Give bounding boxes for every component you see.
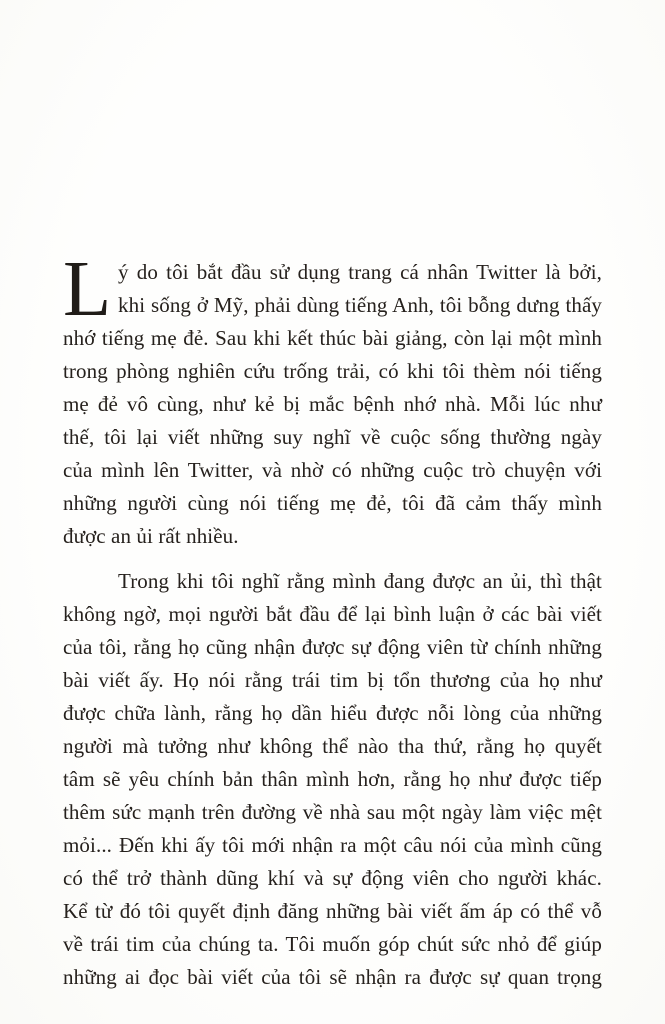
text-line: người mà tưởng như không thể nào tha thứ, rằng họ quyết [63,734,602,758]
text-line: trong phòng nghiên cứu trống trải, có khi tôi thèm nói tiếng [63,359,602,383]
text-line: của tôi, rằng họ cũng nhận được sự động viên từ chính những [63,635,602,659]
text-line: mỏi... Đến khi ấy tôi mới nhận ra một câu nói của mình cũng [63,833,602,857]
text-line: về trái tim của chúng ta. Tôi muốn góp chút sức nhỏ để giúp [63,932,602,956]
text-line: ý do tôi bắt đầu sử dụng trang cá nhân Twitter là bởi, [118,260,602,284]
text-line: không ngờ, mọi người bắt đầu để lại bình luận ở các bài viết [63,602,602,626]
text-line: có thể trở thành dũng khí và sự động viên cho người khác. [63,866,602,890]
text-line: mẹ đẻ vô cùng, như kẻ bị mắc bệnh nhớ nhà. Mỗi lúc như [63,392,602,416]
text-line: những ai đọc bài viết của tôi sẽ nhận ra được sự quan trọng [63,965,602,989]
text-line: được chữa lành, rằng họ dần hiểu được nỗi lòng của những [63,701,602,725]
text-line: bài viết ấy. Họ nói rằng trái tim bị tổn thương của họ như [63,668,602,692]
drop-cap-letter: L [63,246,112,333]
text-line: tâm sẽ yêu chính bản thân mình hơn, rằng họ như được tiếp [63,767,602,791]
page-text-block [63,246,602,994]
text-line: thế, tôi lại viết những suy nghĩ về cuộc sống thường ngày [63,425,602,449]
paragraph [63,246,602,553]
text-line: Kể từ đó tôi quyết định đăng những bài viết ấm áp có thể vỗ [63,899,602,923]
text-line: của mình lên Twitter, và nhờ có những cuộc trò chuyện với [63,458,602,482]
text-line: những người cùng nói tiếng mẹ đẻ, tôi đã cảm thấy mình [63,491,602,515]
text-line: Trong khi tôi nghĩ rằng mình đang được an ủi, thì thật [118,569,602,593]
paragraph [63,565,602,994]
text-line: được an ủi rất nhiều. [63,524,239,548]
text-line: nhớ tiếng mẹ đẻ. Sau khi kết thúc bài giảng, còn lại một mình [63,326,602,350]
text-line: thêm sức mạnh trên đường về nhà sau một ngày làm việc mệt [63,800,602,824]
text-line: khi sống ở Mỹ, phải dùng tiếng Anh, tôi bỗng dưng thấy [118,293,602,317]
